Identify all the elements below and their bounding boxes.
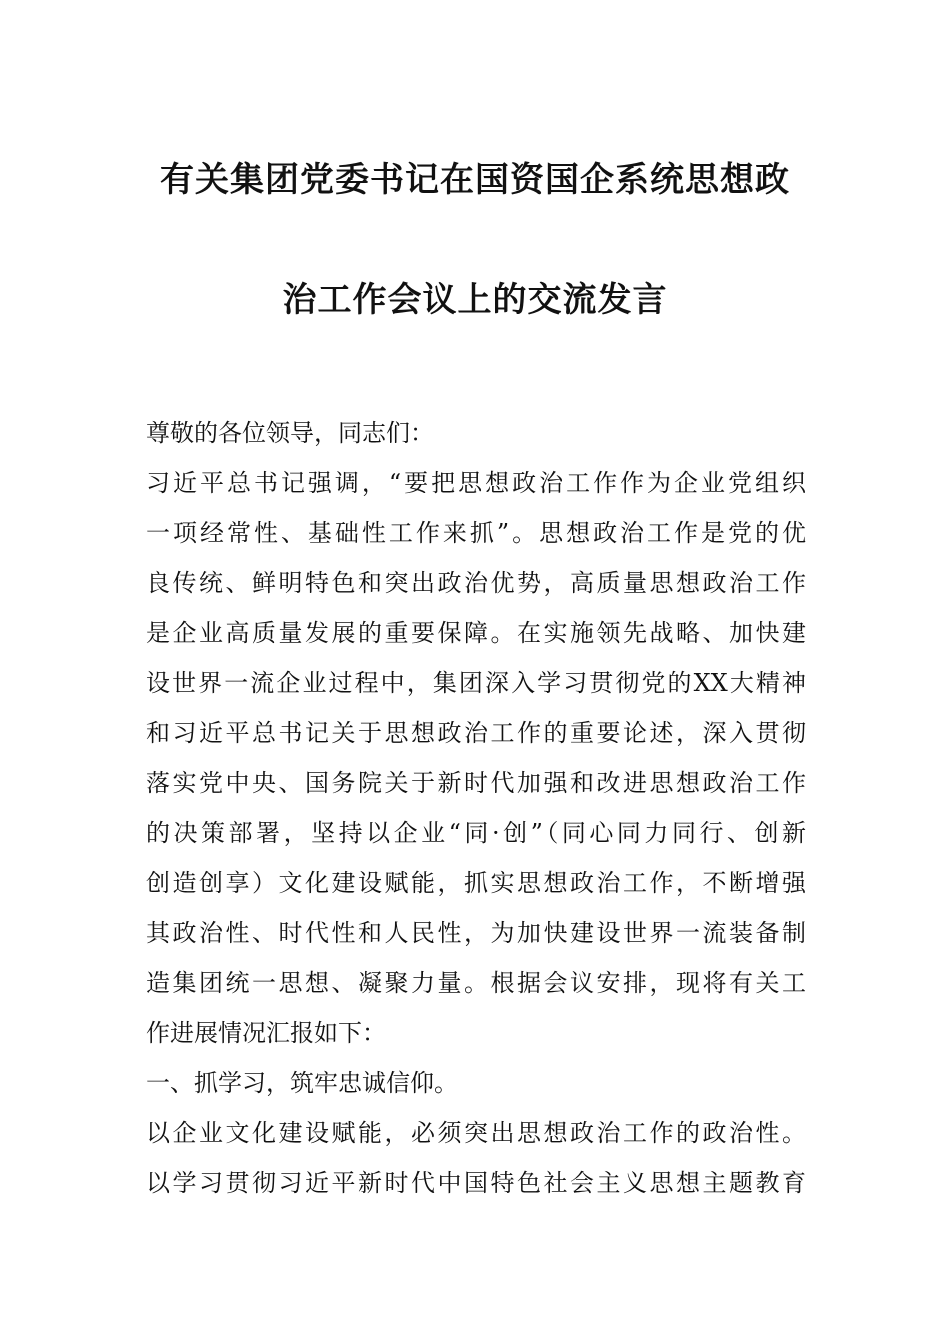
document-body [146,408,806,1208]
paragraph-line: 设世界一流企业过程中，集团深入学习贯彻党的XX大精神 [146,669,806,697]
paragraph-line: 创造创享）文化建设赋能，抓实思想政治工作，不断增强 [146,869,806,897]
paragraph-line-end: 作进展情况汇报如下： [146,1019,386,1047]
paragraph-line: 其政治性、时代性和人民性，为加快建设世界一流装备制 [146,919,806,947]
paragraph-line: 落实党中央、国务院关于新时代加强和改进思想政治工作 [146,769,806,797]
paragraph-line: 的决策部署，坚持以企业“同·创”（同心同力同行、创新 [146,819,806,847]
paragraph-line: 一项经常性、基础性工作来抓”。思想政治工作是党的优 [146,519,806,547]
paragraph-line: 和习近平总书记关于思想政治工作的重要论述，深入贯彻 [146,719,806,747]
paragraph-line: 造集团统一思想、凝聚力量。根据会议安排，现将有关工 [146,969,806,997]
paragraph-line: 良传统、鲜明特色和突出政治优势，高质量思想政治工作 [146,569,806,597]
paragraph-line: 习近平总书记强调，“要把思想政治工作作为企业党组织 [146,469,806,497]
document-title-line-2: 治工作会议上的交流发言 [282,280,668,320]
paragraph-line: 是企业高质量发展的重要保障。在实施领先战略、加快建 [146,619,806,647]
salutation: 尊敬的各位领导，同志们： [146,419,434,447]
paragraph-line: 以学习贯彻习近平新时代中国特色社会主义思想主题教育 [146,1169,806,1197]
section-heading: 一、抓学习，筑牢忠诚信仰。 [146,1069,458,1097]
paragraph-line: 以企业文化建设赋能，必须突出思想政治工作的政治性。 [146,1119,806,1147]
document-title-line-1: 有关集团党委书记在国资国企系统思想政 [160,160,790,200]
